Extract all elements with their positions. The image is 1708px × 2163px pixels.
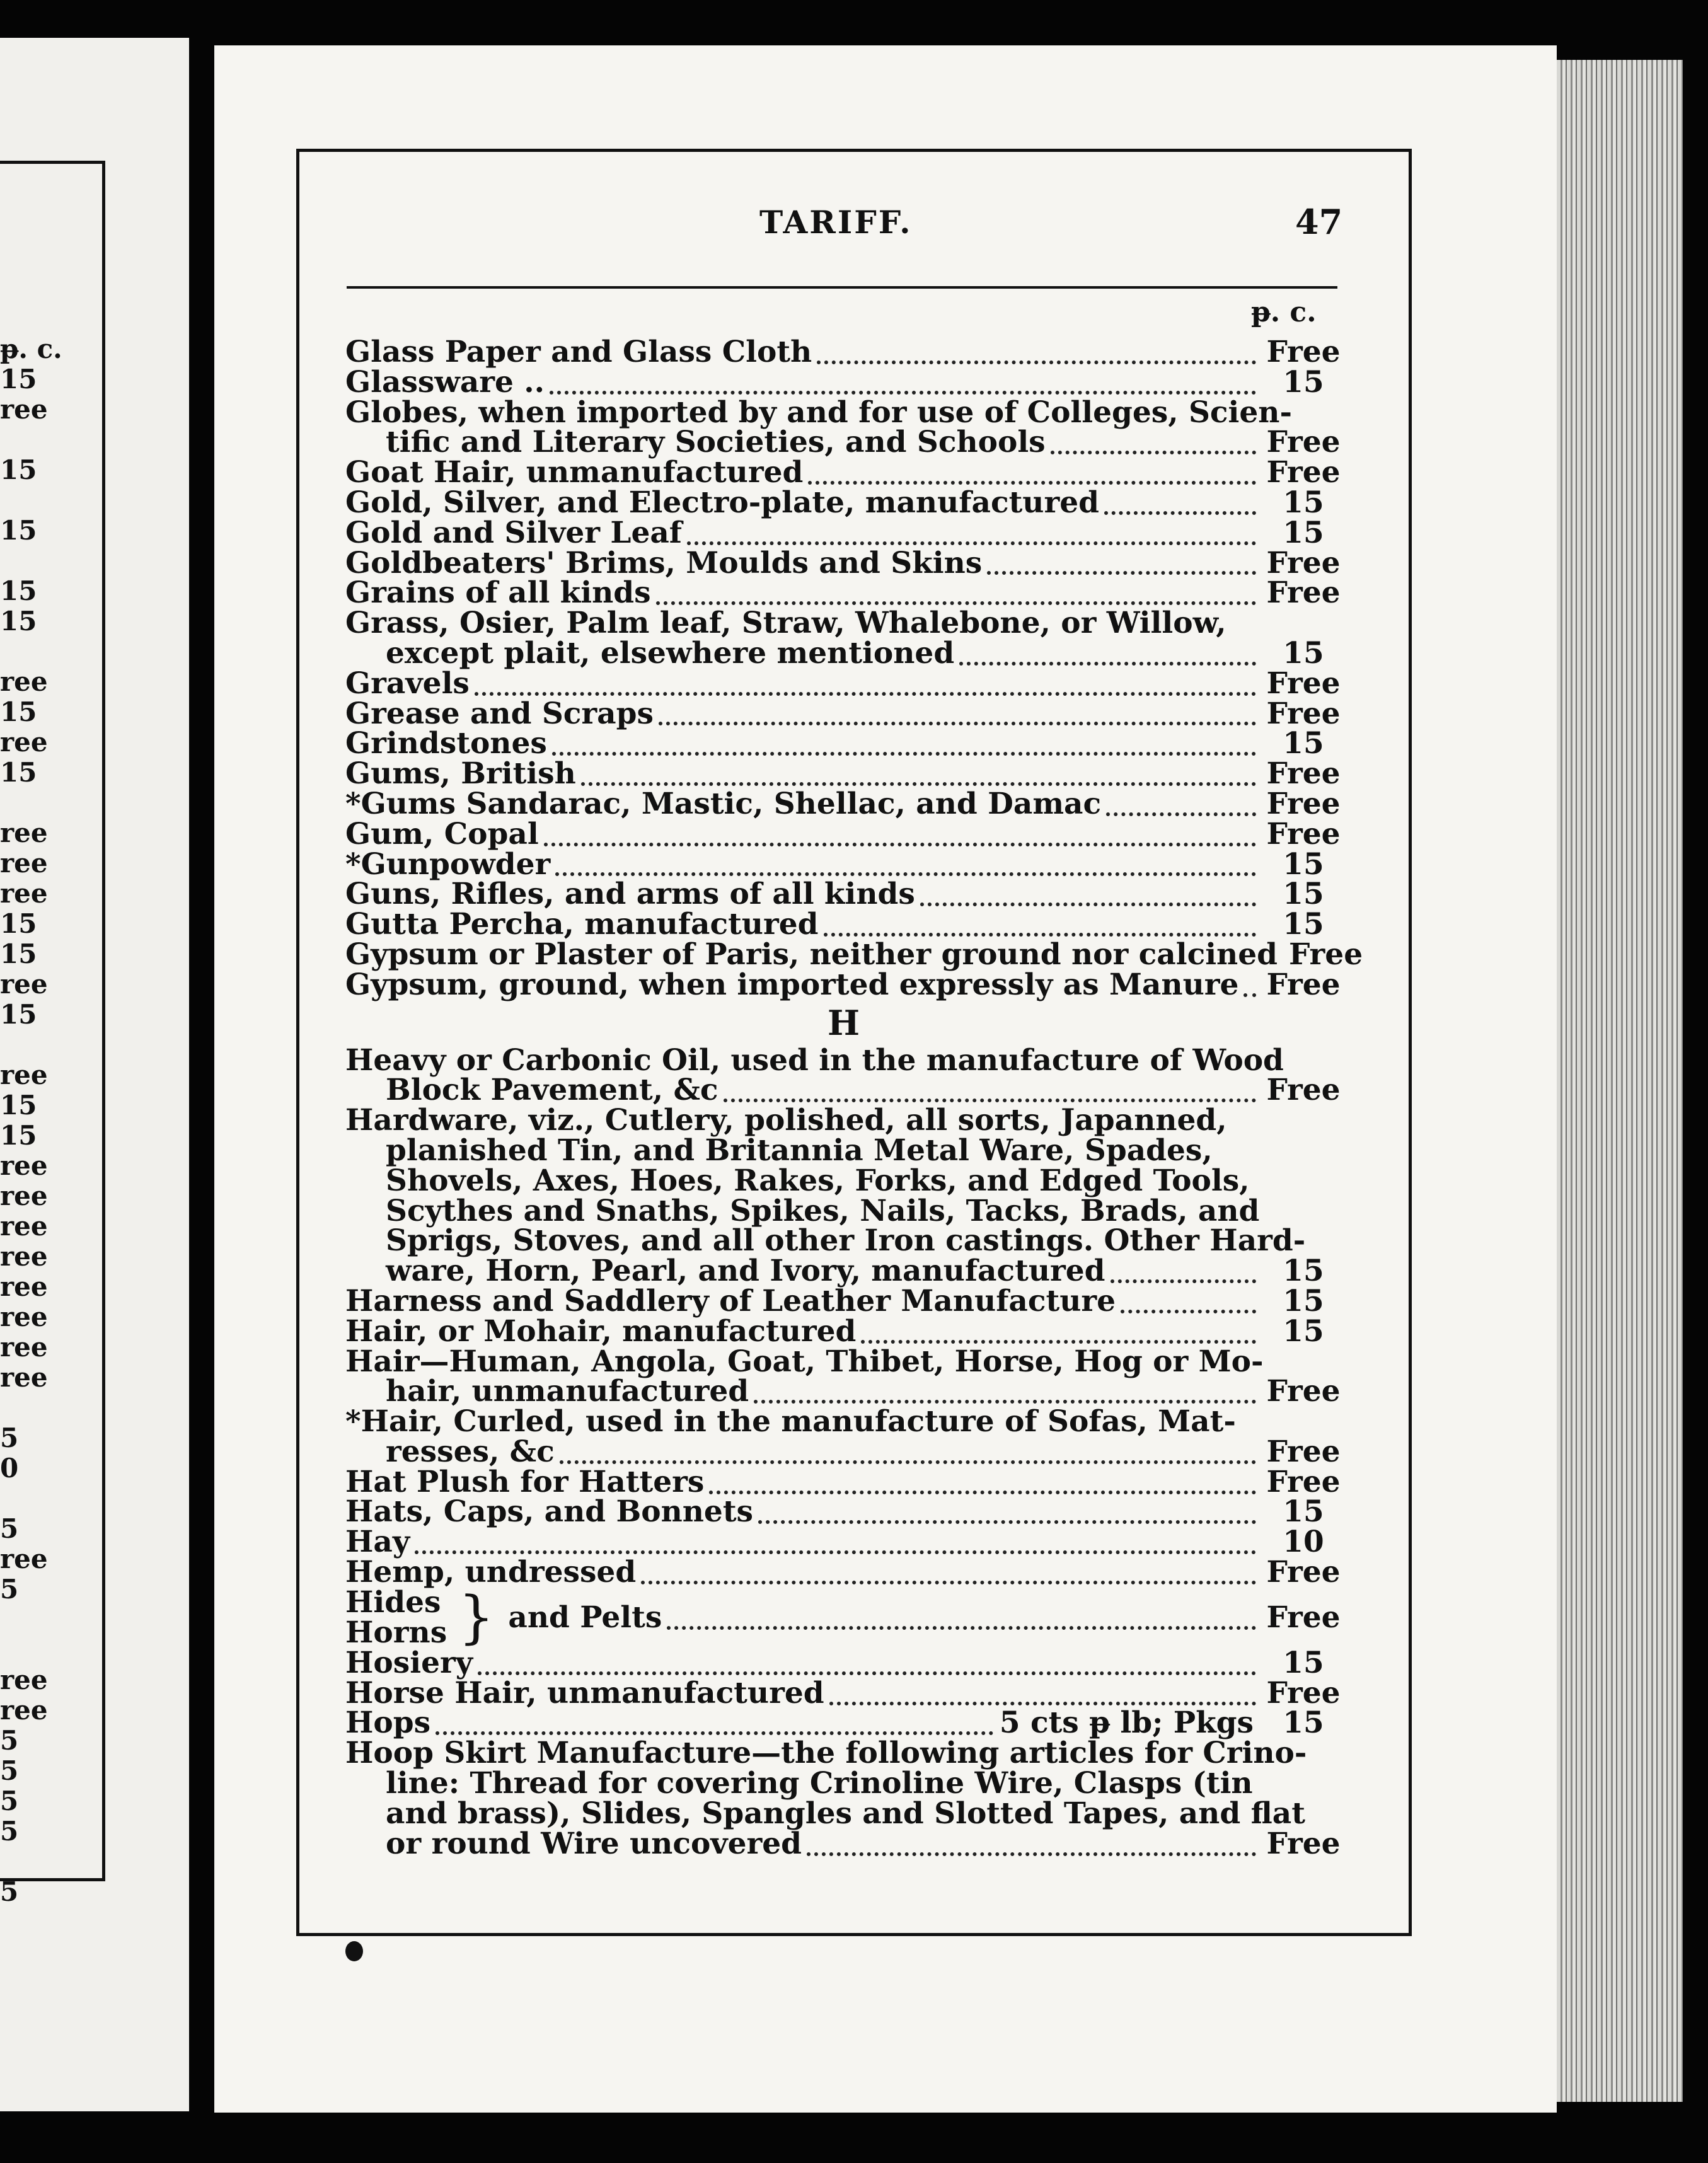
duty-rate: 15 [1283, 846, 1324, 882]
tariff-entry [345, 485, 1344, 520]
entry-line-last [345, 1313, 1344, 1349]
item-text: Glassware .. [345, 364, 545, 400]
left-page-fragment: 5 [0, 1876, 19, 1907]
item-text: resses, &c [386, 1434, 555, 1469]
tariff-entry [345, 545, 1344, 580]
left-page-fragment: 5 [0, 1816, 19, 1847]
entry-line-last [345, 455, 1344, 490]
entry-line-last [345, 1073, 1344, 1108]
dot-leader [807, 1842, 1256, 1856]
dot-leader [659, 712, 1256, 725]
item-text: Horse Hair, unmanufactured [345, 1675, 824, 1710]
duty-rate: 10 [1283, 1525, 1324, 1560]
tariff-entry [345, 816, 1344, 851]
header-rule [347, 286, 1337, 289]
left-page-fragment: ree [0, 878, 48, 909]
dot-leader [709, 1480, 1256, 1494]
entry-line [345, 1133, 1344, 1168]
entry-line [345, 1105, 1344, 1136]
item-text: *Gunpowder [345, 846, 551, 882]
tariff-entry [345, 1525, 1344, 1560]
duty-rate: Free [1266, 455, 1341, 490]
dot-leader [552, 742, 1256, 756]
left-page-fragment [0, 485, 44, 516]
duty-rate: 15 [1283, 1254, 1324, 1289]
duty-rate: Free [1266, 335, 1341, 369]
left-page-fragment: ree [0, 1150, 48, 1181]
duty-rate: 15 [1283, 1705, 1324, 1741]
left-page-fragment: 5 [0, 1513, 19, 1544]
left-page-fragment: 15 [0, 1120, 37, 1151]
left-page-fragment: ree [0, 1271, 48, 1302]
brace-names [345, 1584, 447, 1650]
dot-leader [1243, 983, 1256, 997]
entry-line-last [345, 1464, 1344, 1499]
tariff-list [345, 335, 1363, 1861]
dot-leader [436, 1721, 993, 1735]
left-page-fragment: 5 [0, 1785, 19, 1816]
item-text: *Gums Sandarac, Mastic, Shellac, and Damac [345, 786, 1102, 821]
dot-leader [861, 1330, 1256, 1344]
left-page-fragment [0, 1484, 44, 1514]
left-page-fragment [0, 637, 44, 667]
left-page-fragment: 15 [0, 1090, 37, 1121]
dot-leader [808, 471, 1256, 485]
duty-rate: Free [1266, 786, 1341, 821]
tariff-entry [345, 1557, 1344, 1588]
item-text: Harness and Saddlery of Leather Manufacture [345, 1283, 1116, 1318]
item-text: planished Tin, and Britannia Metal Ware, Spades, [386, 1133, 1213, 1168]
left-page-fragment [0, 788, 44, 818]
left-page-fragment: ree [0, 1241, 48, 1272]
dot-leader [555, 862, 1256, 876]
duty-rate: Free [1266, 967, 1341, 1002]
left-page-fragment: 15 [0, 999, 37, 1030]
dot-leader [817, 350, 1256, 364]
entry-line [345, 1193, 1344, 1228]
tariff-entry [345, 909, 1344, 940]
left-page-fragment: ree [0, 1362, 48, 1393]
duty-rate: 15 [1283, 1313, 1324, 1349]
item-text: ware, Horn, Pearl, and Ivory, manufactured [386, 1254, 1105, 1289]
duty-rate: 15 [1283, 1645, 1324, 1680]
duty-rate: Free [1289, 937, 1363, 972]
dot-leader [754, 1390, 1256, 1404]
dot-leader [1121, 1300, 1256, 1313]
left-page-fragment: 15 [0, 757, 37, 788]
entry-line-last [345, 635, 1344, 671]
dot-leader [1106, 802, 1256, 816]
tariff-entry [345, 1103, 1344, 1289]
entry-line-last [345, 1434, 1344, 1469]
entry-line [345, 1344, 1344, 1379]
tariff-entry [345, 364, 1344, 400]
left-page-fragment: 15 [0, 606, 37, 637]
item-text: Goldbeaters' Brims, Moulds and Skins [345, 545, 983, 580]
entry-line-last [345, 909, 1344, 940]
entry-line [345, 395, 1344, 430]
item-text: Hardware, viz., Cutlery, polished, all sorts, Japanned, [345, 1103, 1227, 1138]
item-text: Hats, Caps, and Bonnets [345, 1494, 754, 1530]
entry-line-last [345, 786, 1344, 821]
entry-line [345, 1796, 1344, 1831]
tariff-entry [345, 846, 1344, 882]
duty-rate: 15 [1283, 515, 1324, 550]
item-text: tific and Literary Societies, and Schools [386, 425, 1046, 460]
tariff-entry [345, 337, 1344, 367]
duty-rate: Free [1266, 425, 1341, 460]
brace-symbol: } [458, 1584, 495, 1651]
left-page-fragment: ᵽ. c. [0, 333, 62, 364]
tariff-entry [345, 575, 1344, 611]
left-page-fragment: 15 [0, 575, 37, 606]
duty-rate: Free [1266, 1464, 1341, 1499]
item-text: Hides [345, 1584, 441, 1620]
entry-line-last [345, 1525, 1344, 1560]
dot-leader [987, 561, 1256, 575]
left-page-fragment [0, 425, 44, 455]
left-page-fragment: ree [0, 1180, 48, 1211]
left-page-fragment: 15 [0, 696, 37, 727]
item-text: Goat Hair, unmanufactured [345, 455, 804, 490]
item-text: Hoop Skirt Manufacture—the following articles for Crino- [345, 1736, 1307, 1771]
tariff-entry-hides-horns [345, 1584, 1344, 1651]
tariff-entry [345, 1344, 1344, 1409]
entry-line [345, 606, 1344, 641]
item-text: Gypsum or Plaster of Paris, neither ground nor calcined [345, 937, 1278, 972]
ink-blot [345, 1941, 363, 1961]
book-gutter [189, 0, 214, 2163]
item-text: Grease and Scraps [345, 696, 654, 731]
page-number: 47 [1295, 202, 1343, 242]
duty-rate: Free [1266, 1675, 1341, 1710]
duty-rate: Free [1266, 1434, 1341, 1469]
dot-leader [415, 1540, 1256, 1554]
item-text: Grindstones [345, 726, 547, 761]
entry-line-last [345, 1376, 1344, 1407]
tariff-entry [345, 1738, 1344, 1859]
dot-leader [667, 1616, 1256, 1630]
item-text: *Hair, Curled, used in the manufacture of Sofas, Mat- [345, 1404, 1236, 1439]
tariff-entry [345, 1645, 1344, 1680]
dot-leader [687, 531, 1256, 545]
left-page-fragment: ree [0, 1695, 48, 1726]
entry-line [345, 1404, 1344, 1439]
dot-leader [1111, 1269, 1256, 1283]
item-text: Gutta Percha, manufactured [345, 907, 819, 942]
left-page-fragment: 0 [0, 1453, 19, 1484]
duty-rate: 15 [1283, 364, 1324, 400]
item-text: Hay [345, 1525, 410, 1560]
item-text: Gum, Copal [345, 816, 539, 851]
entry-line-last [345, 427, 1344, 458]
entry-line-last [345, 1494, 1344, 1530]
left-page-fragment: ree [0, 817, 48, 848]
tariff-entry [345, 696, 1344, 731]
item-text: Hops [345, 1705, 431, 1741]
item-text: Hosiery [345, 1645, 473, 1680]
item-text: Hemp, undressed [345, 1555, 637, 1590]
tariff-entry [345, 1494, 1344, 1530]
item-text: Globes, when imported by and for use of Colleges, Scien- [345, 395, 1292, 430]
tariff-entry [345, 877, 1344, 912]
item-text: and Pelts [508, 1600, 662, 1635]
duty-rate: 15 [1283, 485, 1324, 520]
dot-leader [478, 1661, 1256, 1675]
left-page-fragment: ree [0, 1543, 48, 1574]
entry-line-last [345, 877, 1344, 912]
left-page-fragment [0, 546, 44, 576]
dot-leader [758, 1510, 1256, 1524]
left-page-fragment: ree [0, 1301, 48, 1332]
item-text: Gums, British [345, 756, 576, 792]
dot-leader [959, 652, 1256, 666]
left-page-fragment: ree [0, 727, 48, 758]
entry-line-last [345, 726, 1344, 761]
item-text: Gypsum, ground, when imported expressly as Manure [345, 967, 1239, 1002]
dot-leader [560, 1450, 1256, 1464]
dot-leader [824, 923, 1257, 937]
left-page-fragment [0, 1030, 44, 1060]
page-title: TARIFF. [759, 204, 913, 241]
left-page-fragment: ree [0, 848, 48, 879]
entry-line-last [345, 337, 1344, 367]
entry-line-last [345, 1645, 1344, 1680]
tariff-entry [345, 786, 1344, 821]
dot-leader [1104, 501, 1256, 515]
item-text: hair, unmanufactured [386, 1374, 749, 1409]
duty-rate: 15 [1283, 726, 1324, 761]
item-text: Scythes and Snaths, Spikes, Nails, Tacks, Brads, and [386, 1193, 1260, 1228]
item-text: and brass), Slides, Spangles and Slotted Tapes, and flat [386, 1796, 1305, 1831]
duty-rate: Free [1266, 756, 1341, 792]
dot-leader [1051, 441, 1256, 454]
tariff-entry [345, 1042, 1344, 1108]
item-text: Gold, Silver, and Electro-plate, manufactured [345, 485, 1099, 520]
left-page-fragment [0, 1393, 44, 1423]
left-page [0, 38, 189, 2111]
entry-line [345, 1163, 1344, 1198]
tariff-entry [345, 1705, 1344, 1741]
item-text: line: Thread for covering Crinoline Wire, Clasps (tin [386, 1766, 1253, 1801]
left-page-fragment [0, 1605, 44, 1635]
dot-leader [920, 892, 1256, 906]
entry-line [345, 1223, 1344, 1259]
left-page-rate-fragments [0, 333, 62, 1907]
entry-line-last [345, 1826, 1344, 1861]
entry-line-last [345, 666, 1344, 701]
left-page-fragment: 15 [0, 515, 37, 546]
left-page-fragment: ree [0, 394, 48, 425]
left-page-fragment: 5 [0, 1422, 19, 1453]
tariff-entry [345, 756, 1344, 792]
section-heading-h: H [827, 1002, 863, 1043]
tariff-entry [345, 666, 1344, 701]
duty-rate: Free [1266, 696, 1341, 731]
tariff-entry [345, 1404, 1344, 1469]
duty-rate: Free [1266, 575, 1341, 611]
duty-rate: Free [1266, 816, 1341, 851]
entry-line-last [345, 364, 1344, 400]
left-page-fragment: 15 [0, 454, 37, 485]
item-text: Shovels, Axes, Hoes, Rakes, Forks, and Edged Tools, [386, 1163, 1250, 1198]
tariff-entry [345, 1313, 1344, 1349]
entry-line-last [345, 846, 1344, 882]
item-text: Gravels [345, 666, 470, 701]
tariff-entry [345, 608, 1344, 669]
dot-leader [829, 1692, 1256, 1705]
tariff-entry [345, 726, 1344, 761]
entry-line-last [345, 967, 1344, 1002]
left-page-fragment: 5 [0, 1574, 19, 1605]
tariff-entry [345, 967, 1344, 1002]
entry-line-last [345, 1675, 1344, 1710]
left-page-fragment: 15 [0, 364, 37, 395]
left-page-fragment: 5 [0, 1755, 19, 1786]
dot-leader [724, 1088, 1256, 1102]
duty-rate: Free [1266, 1826, 1341, 1861]
entry-line-last [345, 1283, 1344, 1318]
entry-line-last [345, 545, 1344, 580]
brace-line [508, 1600, 1344, 1635]
tariff-entry [345, 937, 1363, 972]
item-text: Hat Plush for Hatters [345, 1464, 705, 1499]
item-text: Horns [345, 1615, 447, 1650]
left-page-fragment: 5 [0, 1725, 19, 1756]
entry-line [345, 1768, 1344, 1799]
entry-line-last [345, 485, 1344, 520]
dot-leader [581, 772, 1256, 786]
tariff-entry [345, 515, 1344, 550]
entry-line-last [345, 696, 1344, 731]
dot-leader [544, 833, 1256, 846]
page-edges [1557, 60, 1683, 2102]
left-page-fragment: ree [0, 1332, 48, 1363]
entry-line-last [345, 515, 1344, 550]
left-page-fragment: ree [0, 1664, 48, 1695]
item-text: Hair—Human, Angola, Goat, Thibet, Horse, Hog or Mo- [345, 1344, 1264, 1379]
duty-rate: 15 [1283, 1283, 1324, 1318]
tariff-entry [345, 1675, 1344, 1710]
duty-rate: Free [1266, 1600, 1341, 1635]
column-heading: ᵽ. c. [1251, 296, 1317, 328]
duty-rate: 15 [1283, 877, 1324, 912]
duty-rate: 15 [1283, 1494, 1324, 1530]
duty-rate: 15 [1283, 907, 1324, 942]
duty-rate: Free [1266, 1073, 1341, 1108]
duty-rate: Free [1266, 545, 1341, 580]
entry-line-last [345, 575, 1344, 611]
duty-rate: Free [1266, 1555, 1341, 1590]
tariff-entry [345, 1464, 1344, 1499]
dot-leader [475, 682, 1256, 696]
left-page-fragment: 15 [0, 908, 37, 939]
tariff-entry [345, 395, 1344, 460]
duty-rate: 15 [1283, 635, 1324, 671]
item-text: or round Wire uncovered [386, 1826, 802, 1861]
entry-line-last [345, 816, 1344, 851]
left-page-fragment: ree [0, 969, 48, 1000]
item-text: Sprigs, Stoves, and all other Iron castings. Other Hard- [386, 1223, 1306, 1259]
tariff-entry [345, 1283, 1344, 1318]
item-text: Block Pavement, &c [386, 1073, 718, 1108]
item-text: Glass Paper and Glass Cloth [345, 335, 812, 369]
entry-line-last [345, 756, 1344, 792]
entry-line [345, 1736, 1344, 1771]
item-text: Hair, or Mohair, manufactured [345, 1313, 857, 1349]
left-page-fragment: ree [0, 1211, 48, 1242]
item-text: Grass, Osier, Palm leaf, Straw, Whalebone, or Willow, [345, 606, 1226, 641]
entry-line-last [345, 937, 1363, 972]
dot-leader [656, 591, 1256, 605]
left-page-fragment [0, 1847, 44, 1877]
item-text: Grains of all kinds [345, 575, 651, 611]
item-text: except plait, elsewhere mentioned [386, 635, 955, 671]
duty-rate: Free [1266, 666, 1341, 701]
item-text: Gold and Silver Leaf [345, 515, 683, 550]
item-text: Guns, Rifles, and arms of all kinds [345, 877, 915, 912]
entry-line-last [345, 1254, 1344, 1289]
rate-note: 5 cts ᵽ lb; Pkgs [999, 1705, 1254, 1741]
dot-leader [550, 381, 1256, 395]
duty-rate: Free [1266, 1374, 1341, 1409]
left-page-fragment: ree [0, 666, 48, 697]
tariff-entry [345, 455, 1344, 490]
item-text: Heavy or Carbonic Oil, used in the manufacture of Wood [345, 1042, 1284, 1078]
left-page-fragment: 15 [0, 938, 37, 969]
left-page-fragment: ree [0, 1059, 48, 1090]
dot-leader [641, 1571, 1256, 1584]
entry-line [345, 1042, 1344, 1078]
left-page-fragment [0, 1635, 44, 1665]
